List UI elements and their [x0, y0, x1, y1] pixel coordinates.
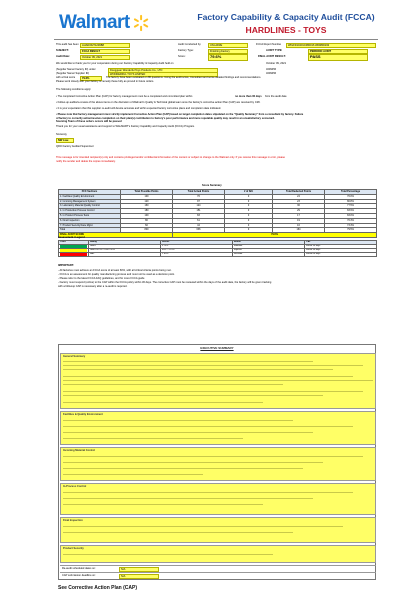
important-line: - All factories must achieve an FCCA score of at least 60%, with all critical criteria points being met.: [58, 269, 172, 272]
legend-action-cell: Improve: [233, 249, 305, 253]
score-cell: 61: [173, 218, 225, 223]
score-cell: 160: [121, 204, 173, 209]
info-value: Dongguan Wonderful Toys Products Co., LTD: [108, 68, 218, 73]
info-label: (Supplier Name/ Supplier ID): [56, 72, 90, 75]
score-cell: 44: [173, 223, 225, 228]
score-cell: 29: [273, 209, 325, 214]
signature-name: NW Liau: [56, 138, 74, 143]
info-value: 3209456: [266, 72, 277, 75]
score-cell: 76: [173, 194, 225, 199]
important-title: IMPORTANT:: [58, 264, 74, 267]
section-heading: Facilities & Quality Environment: [63, 413, 103, 416]
final-score-row: [59, 233, 377, 238]
score-cell: 77.5%: [325, 204, 377, 209]
legend-swatch: [60, 245, 87, 248]
score-cell: 0: [225, 218, 273, 223]
legend-swatch: [60, 249, 87, 252]
score-cell: 36: [273, 204, 325, 209]
section-name-cell: 5. In Product Process Tests: [59, 213, 121, 218]
legend-header-cell: Rating: [89, 241, 161, 245]
legend-cap-cell: Within 30 days: [305, 245, 377, 249]
legend-scores-cell: 60% - 74.9%: [161, 249, 233, 253]
final-score-label: FINAL AUDIT SCORE: [59, 233, 173, 238]
summary-section: [60, 353, 376, 409]
score-cell: 0: [225, 204, 273, 209]
sincerely-text: Sincerely,: [56, 133, 68, 136]
info-label: This audit has been: [56, 43, 79, 46]
score-cell: 16: [273, 223, 325, 228]
legend-row: [59, 253, 377, 257]
score-cell: Total Percentage: [325, 190, 377, 195]
info-value: FCCA RESULT: [80, 49, 130, 54]
section-heading: Product Security: [63, 547, 84, 550]
info-label: (Supplier Name/ Factory ID) under: [56, 68, 96, 71]
score-cell: 636: [173, 228, 225, 233]
intro-text: We would like to thank you for your cooperation during our Factory Capability & Capacity Audit held on: [56, 62, 174, 65]
score-cell: 0: [225, 199, 273, 204]
legend-cap-cell: Within 60 days: [305, 253, 377, 257]
condition-item: • Follow-up audits/re-review of the above items on the discretion of Walmart's Quality & Technical global team once the factory's corrective action Plan (CAP) are received by CMI.: [56, 101, 261, 104]
score-cell: 73.3%: [325, 223, 377, 228]
info-label: with a final score: [56, 76, 76, 79]
thanks-text: Thank you for your usual assistance and support to WALMART's Factory Capability and Capacity Audit (FCCA) Program.: [56, 125, 195, 128]
see-cap-link[interactable]: See Corrective Action Plan (CAP): [58, 585, 138, 591]
info-label: Audit Date:: [56, 55, 70, 58]
score-cell: Total Deducted Points: [273, 190, 325, 195]
info-label: FCCA Report Number: [256, 43, 282, 46]
important-line: with a followup CAP is necessary after a re-audit is required.: [58, 285, 128, 288]
score-cell: 0: [225, 209, 273, 214]
summary-section: [60, 517, 376, 543]
score-cell: Total Actual Points: [173, 190, 225, 195]
executive-summary: [58, 344, 376, 580]
legend-rating-cell: PASS: [89, 245, 161, 249]
section-name-cell: 7. Product Security/Care Mgmt: [59, 223, 121, 228]
score-cell: 76.0%: [325, 194, 377, 199]
legend-color-cell: [59, 253, 89, 257]
score-cell: 100: [121, 213, 173, 218]
date-row-label: Re-audit scheduled dates on:: [62, 567, 96, 570]
score-cell: 83.9%: [325, 209, 377, 214]
score-cell: 180: [121, 209, 173, 214]
legend-header-cell: Scores: [161, 241, 233, 245]
condition-item: • The completed Corrective Action Plan (CAP) for factory management must be a completed and committed plan within: [56, 95, 193, 98]
signature-title: QRO Factory Audited Supervisor: [56, 145, 94, 148]
score-value: 79.6%: [208, 54, 248, 61]
final-result-value: PASS: [308, 54, 368, 61]
final-score-value: 79.6%: [173, 233, 377, 238]
legend-header-cell: Color: [59, 241, 89, 245]
section-name-cell: Total: [59, 228, 121, 233]
info-value: 3209456: [266, 68, 277, 71]
summary-section: [60, 411, 376, 445]
info-label: SUBJECT:: [56, 49, 69, 52]
score-summary-table: [58, 189, 377, 238]
condition-item: • Please note that factory management must strictly implement Corrective Action Plan (CAP) based on target completion dates stipulated on the "Quality Summary" from a consultant by factory. Failure: [56, 113, 304, 116]
report-subtitle: HARDLINES - TOYS: [245, 25, 327, 35]
condition-deadline: no more than 30 days: [235, 95, 262, 98]
summary-section: [60, 447, 376, 481]
section-name-cell: 2. Incoming Management System: [59, 199, 121, 204]
legend-title: Assessment / Legend: [58, 236, 85, 239]
section-heading: Final Inspection: [63, 519, 83, 522]
score-cell: Total Possible Points: [121, 190, 173, 195]
audit-report-sheet: [54, 8, 378, 594]
legend-cap-cell: Within 30 days: [305, 249, 377, 253]
score-cell: 60: [121, 223, 173, 228]
walmart-logo: [59, 12, 150, 34]
score-cell: 164: [273, 228, 325, 233]
important-line: - FCCA is an assessment for quality manufacturing process and must not be used as a decision point.: [58, 273, 175, 276]
score-cell: 124: [173, 204, 225, 209]
disclaimer-text: notify the sender and delete the copies immediately.: [56, 159, 116, 163]
info-label: Audit Conducted by:: [178, 43, 202, 46]
score-cell: 120: [121, 199, 173, 204]
score-cell: 0: [225, 223, 273, 228]
score-cell: 800: [121, 228, 173, 233]
info-value: WIGF01D401C080016 W09800193: [286, 43, 376, 48]
score-cell: 0: [225, 213, 273, 218]
score-cell: 79.5%: [325, 228, 377, 233]
legend-swatch: [60, 253, 87, 256]
score-cell: 100: [121, 194, 173, 199]
info-value: PERIODIC AUDIT: [308, 49, 368, 54]
score-cell: 80: [121, 218, 173, 223]
legend-action-cell: Re-audit: [233, 253, 305, 257]
info-value: UNI-AFRE: [208, 43, 248, 48]
score-cell: 83: [173, 213, 225, 218]
legend-header-cell: CAP: [305, 241, 377, 245]
summary-section: [60, 545, 376, 563]
section-heading: In-Process Control: [63, 485, 87, 488]
section-heading: General Summary: [63, 355, 86, 358]
date-row-value: N/A: [119, 567, 159, 572]
legend-rating-cell: PASS WITH CONDITION: [89, 249, 161, 253]
info-label: Factory Type:: [178, 49, 194, 52]
info-value: AUAD15271239B8: [80, 43, 130, 48]
header-divider: [54, 39, 378, 40]
legend-scores-cell: ≥ 75%: [161, 245, 233, 249]
score-cell: # of N/A: [225, 190, 273, 195]
legend-header-cell: Action: [233, 241, 305, 245]
disclaimer-text: This message is for intended recipient(s) only and contains privileged and/or confidential information of the content or subject to change to the Walmart only. If you receive this message in error, please: [56, 156, 285, 159]
section-name-cell: 6. Final Inspection: [59, 218, 121, 223]
score-cell: 23: [273, 199, 325, 204]
logo-text: Walmart: [59, 12, 130, 33]
date-row-label: CAP submission deadline on:: [62, 574, 96, 577]
section-name-cell: 3. Laboratory Material Quality Control: [59, 204, 121, 209]
info-value: WONDERFUL TOYS LIMITED: [108, 72, 218, 77]
summary-section: [60, 483, 376, 515]
score-cell: 0: [225, 228, 273, 233]
conditions-heading: The following conditions apply:: [56, 88, 92, 91]
spark-icon: [132, 14, 150, 32]
section-name-cell: 1. Facilities Quality Environment: [59, 194, 121, 199]
report-header: [54, 8, 378, 38]
score-summary-title: Score Summary: [202, 184, 222, 187]
score-cell: 80.8%: [325, 199, 377, 204]
info-text: Please work closely with your factory to remedy these fully as proved in future orders.: [56, 80, 155, 83]
score-cell: 0: [225, 194, 273, 199]
legend-action-cell: Maintain: [233, 245, 305, 249]
important-line: - Please refer to the latest FCCA FAQ guidelines, and for more FCCA guide: [58, 277, 145, 280]
score-cell: 97: [173, 199, 225, 204]
condition-item: of factory to correctly action/resolve completion on their plan(s) contribution to factory's poor performance and more reputable quality may result in an unsatisfactory scorecard.: [56, 116, 275, 120]
info-label: FINAL AUDIT RESULT:: [258, 55, 286, 58]
score-cell: 151: [173, 209, 225, 214]
legend-rating-cell: FAIL: [89, 253, 161, 257]
info-value: October 09, 2021: [80, 55, 130, 60]
condition-item: Sourcing Team of these orders occurs will be passed: [56, 120, 122, 123]
info-text: The factory have been evaluated on 86 questions. Using the audit score, Consultant and some detailed findings and recommendations.: [106, 76, 262, 79]
info-label: Score:: [178, 55, 186, 58]
important-line: - Factory must respond (online) to the CAP within the FCCA policy within 30 days. The corrective CAP must be reviewed within the days of the audit date, the factory will be given tracking: [58, 281, 272, 284]
info-value: Finishing Factory: [208, 49, 248, 54]
section-heading: Incoming Material Control: [63, 449, 95, 452]
legend-table: [58, 240, 377, 257]
date-row-value: N/A: [119, 574, 159, 579]
score-cell: 19: [273, 218, 325, 223]
intro-date: October 09, 2021: [266, 62, 287, 65]
info-label: AUDIT TYPE:: [266, 49, 283, 52]
score-cell: 17: [273, 213, 325, 218]
section-name-cell: 4. In Production Process Control: [59, 209, 121, 214]
legend-scores-cell: < 60%: [161, 253, 233, 257]
executive-summary-title: EXECUTIVE SUMMARY: [200, 346, 234, 350]
condition-item: from the audit date: [265, 95, 287, 98]
score-cell: 24: [273, 194, 325, 199]
info-value: 79.6%: [80, 76, 102, 81]
condition-item: • It is your expectation that this supplier re-audit will devote accurate and within expected factory corrective plans and completion date indicated.: [56, 107, 221, 110]
score-cell: 76.3%: [325, 218, 377, 223]
section-name-cell: FCC Sections: [59, 190, 121, 195]
report-title: Factory Capability & Capacity Audit (FCCA): [197, 12, 375, 22]
score-cell: 83.0%: [325, 213, 377, 218]
